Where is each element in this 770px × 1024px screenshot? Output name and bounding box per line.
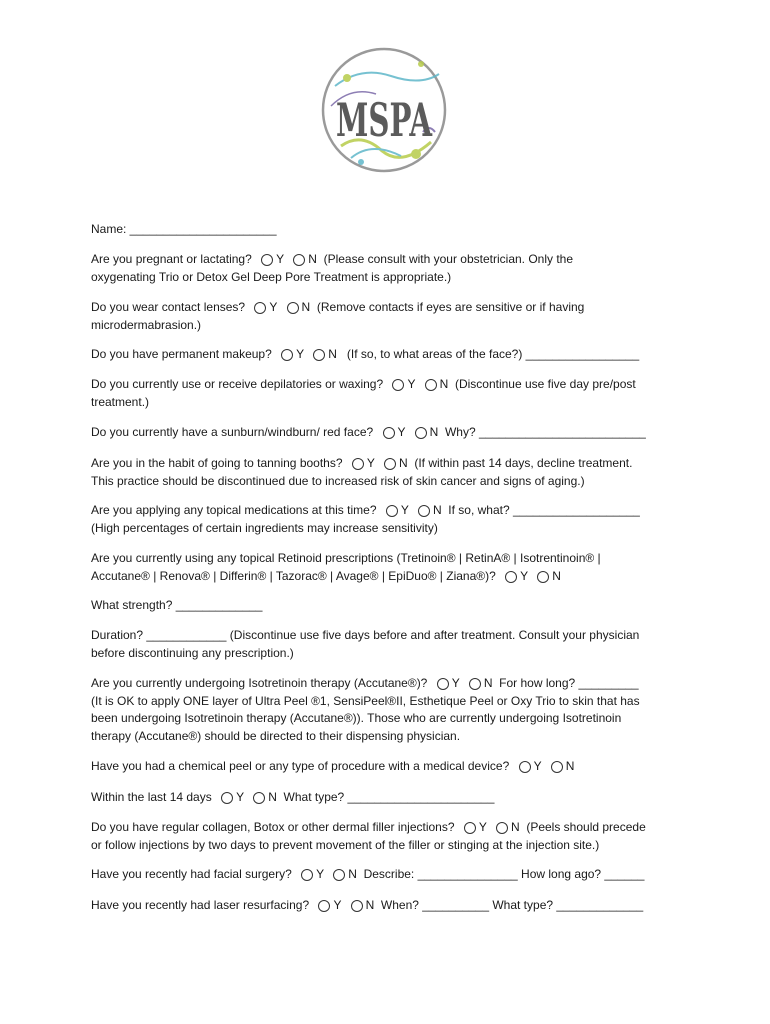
- question-text: Are you currently using any topical Retinoid prescriptions (Tretinoin® | RetinA® | Isotrentinoin® |: [91, 551, 601, 565]
- question-text: (It is OK to apply ONE layer of Ultra Peel ®1, SensiPeel®II, Esthetique Peel or Oxy Trio to skin that has: [91, 693, 640, 708]
- form-question: [91, 299, 691, 334]
- question-line: [91, 376, 691, 394]
- form-question: [91, 789, 691, 807]
- question-line: [91, 819, 691, 837]
- radio-option[interactable]: [537, 571, 549, 583]
- question-text: Have you recently had laser resurfacing?: [91, 898, 313, 912]
- question-line: [91, 597, 691, 615]
- radio-option[interactable]: [383, 427, 395, 439]
- question-text: Y: [316, 867, 328, 881]
- radio-option[interactable]: [318, 900, 330, 912]
- radio-option[interactable]: [469, 678, 481, 690]
- form-question: [91, 346, 691, 364]
- radio-option[interactable]: [384, 458, 396, 470]
- radio-option[interactable]: [415, 427, 427, 439]
- question-text: N (Remove contacts if eyes are sensitive or if having: [301, 300, 585, 314]
- question-text: Within the last 14 days: [91, 790, 216, 804]
- radio-option[interactable]: [418, 505, 430, 517]
- form-question: [91, 819, 691, 854]
- question-text: Y: [397, 425, 409, 439]
- form-question: [91, 675, 691, 745]
- question-text: This practice should be discontinued due to increased risk of skin cancer and signs of aging.): [91, 473, 585, 488]
- question-text: Y: [269, 300, 281, 314]
- question-text: Do you have permanent makeup?: [91, 347, 276, 361]
- question-text: Y: [333, 898, 345, 912]
- radio-option[interactable]: [287, 302, 299, 314]
- radio-option[interactable]: [425, 379, 437, 391]
- radio-option[interactable]: [313, 349, 325, 361]
- question-text: N For how long? _________: [483, 676, 639, 690]
- question-text: Are you in the habit of going to tanning booths?: [91, 456, 346, 470]
- question-text: Do you wear contact lenses?: [91, 300, 249, 314]
- radio-option[interactable]: [392, 379, 404, 391]
- radio-option[interactable]: [254, 302, 266, 314]
- question-line: [91, 317, 691, 335]
- mspa-logo: [321, 46, 447, 174]
- question-text: N (Peels should precede: [511, 820, 646, 834]
- question-line: [91, 897, 691, 915]
- radio-option[interactable]: [496, 822, 508, 834]
- question-text: N (Please consult with your obstetrician. Only the: [308, 252, 574, 266]
- question-text: or follow injections by two days to prevent movement of the filler or stinging at the injection site.): [91, 837, 600, 852]
- question-text: Are you currently undergoing Isotretinoin therapy (Accutane®)?: [91, 676, 431, 690]
- question-text: Have you recently had facial surgery?: [91, 867, 296, 881]
- question-text: Do you currently have a sunburn/windburn/ red face?: [91, 425, 377, 439]
- question-line: [91, 473, 691, 491]
- logo-letters: MSPA: [336, 93, 433, 147]
- radio-option[interactable]: [351, 900, 363, 912]
- question-text: Duration? ____________ (Discontinue use five days before and after treatment. Consult your physician: [91, 628, 640, 642]
- radio-option[interactable]: [464, 822, 476, 834]
- radio-option[interactable]: [253, 792, 265, 804]
- question-text: N: [552, 568, 561, 583]
- question-text: Are you pregnant or lactating?: [91, 252, 256, 266]
- question-text: Y: [407, 377, 419, 391]
- question-line: [91, 758, 691, 776]
- question-text: Y: [366, 456, 378, 470]
- question-text: (High percentages of certain ingredients may increase sensitivity): [91, 520, 438, 535]
- question-text: N: [565, 759, 575, 773]
- question-text: N (If so, to what areas of the face?) _________________: [328, 347, 640, 361]
- question-text: N (Discontinue use five day pre/post: [439, 377, 636, 391]
- question-text: Accutane® | Renova® | Differin® | Tazorac® | Avage® | EpiDuo® | Ziana®)?: [91, 568, 500, 583]
- radio-option[interactable]: [293, 254, 305, 266]
- radio-option[interactable]: [281, 349, 293, 361]
- question-text: N What type? ______________________: [268, 790, 495, 804]
- radio-option[interactable]: [221, 792, 233, 804]
- question-text: been undergoing Isotretinoin therapy (Accutane®)). Those who are currently undergoing Isotretinoin: [91, 711, 622, 725]
- question-text: Y: [533, 759, 545, 773]
- question-text: Y: [236, 790, 248, 804]
- form-question: [91, 627, 691, 662]
- question-text: before discontinuing any prescription.): [91, 645, 294, 660]
- question-line: [91, 645, 691, 663]
- radio-option[interactable]: [437, 678, 449, 690]
- question-text: Name: ______________________: [91, 222, 277, 236]
- question-line: [91, 866, 691, 884]
- question-line: [91, 502, 691, 520]
- form-question: [91, 597, 691, 615]
- form-question: [91, 897, 691, 915]
- question-text: N Describe: _______________ How long ago? ______: [348, 867, 645, 881]
- question-text: oxygenating Trio or Detox Gel Deep Pore Treatment is appropriate.): [91, 269, 452, 284]
- question-text: Y: [520, 568, 532, 583]
- question-text: microdermabrasion.): [91, 317, 202, 332]
- form-question: [91, 376, 691, 411]
- radio-option[interactable]: [333, 869, 345, 881]
- question-line: [91, 221, 691, 239]
- question-text: Do you have regular collagen, Botox or other dermal filler injections?: [91, 820, 458, 834]
- question-line: [91, 710, 691, 728]
- question-line: [91, 269, 691, 287]
- question-line: [91, 424, 691, 442]
- form-question: [91, 502, 691, 537]
- form-question: [91, 866, 691, 884]
- form-question: [91, 550, 691, 585]
- question-text: Are you applying any topical medications at this time?: [91, 503, 380, 517]
- radio-option[interactable]: [301, 869, 313, 881]
- radio-option[interactable]: [352, 458, 364, 470]
- radio-option[interactable]: [505, 571, 517, 583]
- question-line: [91, 346, 691, 364]
- form-question: [91, 424, 691, 442]
- question-line: [91, 520, 691, 538]
- radio-option[interactable]: [519, 761, 531, 773]
- radio-option[interactable]: [551, 761, 563, 773]
- question-text: N If so, what? ___________________: [432, 503, 640, 517]
- question-line: [91, 394, 691, 412]
- question-text: therapy (Accutane®) should be directed to their dispensing physician.: [91, 728, 461, 743]
- question-line: [91, 789, 691, 807]
- question-text: N (If within past 14 days, decline treatment.: [398, 456, 633, 470]
- question-line: [91, 455, 691, 473]
- question-text: What strength? _____________: [91, 598, 263, 612]
- form-question: [91, 455, 691, 490]
- question-text: N Why? _________________________: [429, 425, 646, 439]
- radio-option[interactable]: [386, 505, 398, 517]
- form-question: [91, 221, 691, 239]
- question-line: [91, 299, 691, 317]
- question-line: [91, 627, 691, 645]
- question-line: [91, 568, 691, 586]
- question-line: [91, 693, 691, 711]
- question-line: [91, 550, 691, 568]
- question-line: [91, 728, 691, 746]
- form-question: [91, 758, 691, 776]
- question-text: N When? __________ What type? _____________: [365, 898, 644, 912]
- question-text: Y: [276, 252, 288, 266]
- form-question: [91, 251, 691, 286]
- question-line: [91, 251, 691, 269]
- question-line: [91, 675, 691, 693]
- question-text: Have you had a chemical peel or any type of procedure with a medical device?: [91, 759, 513, 773]
- radio-option[interactable]: [261, 254, 273, 266]
- question-text: Y: [478, 820, 490, 834]
- question-text: treatment.): [91, 394, 150, 409]
- question-text: Do you currently use or receive depilatories or waxing?: [91, 377, 387, 391]
- question-text: Y: [400, 503, 412, 517]
- question-line: [91, 837, 691, 855]
- question-text: Y: [296, 347, 308, 361]
- question-text: Y: [451, 676, 463, 690]
